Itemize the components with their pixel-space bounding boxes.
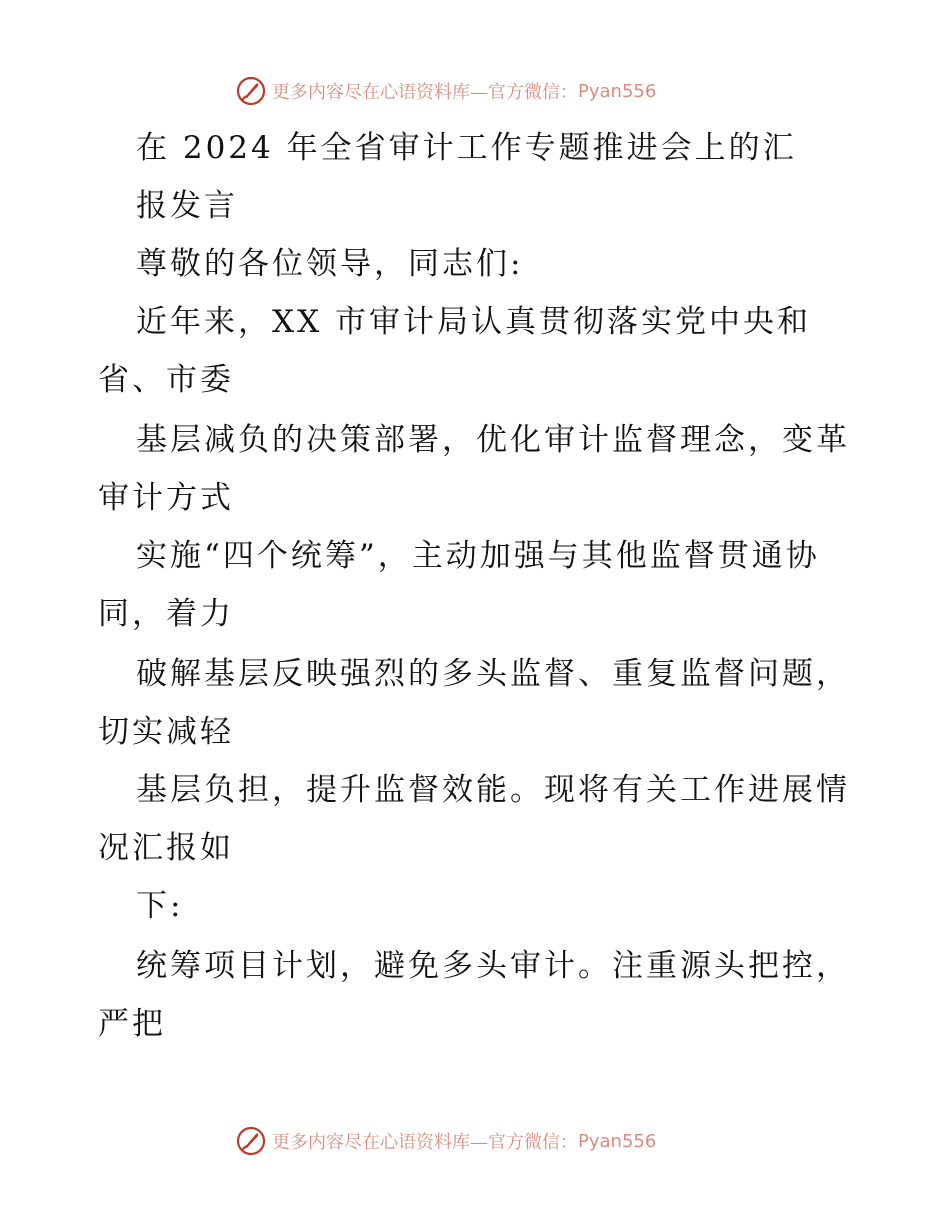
footer-watermark xyxy=(236,1124,656,1158)
feather-pen-icon xyxy=(236,1126,266,1156)
paragraph-line: 审计方式 xyxy=(98,480,234,516)
paragraph-line: 严把 xyxy=(98,1006,166,1042)
paragraph-line: 基层负担，提升监督效能。现将有关工作进展情 xyxy=(136,772,850,808)
salutation-line: 尊敬的各位领导，同志们: xyxy=(136,246,524,282)
watermark-tail-text: —官方微信： xyxy=(470,1132,578,1153)
paragraph-line: 统筹项目计划，避免多头审计。注重源头把控， xyxy=(136,948,850,984)
paragraph-line: 同，着力 xyxy=(98,596,234,632)
paragraph-line: 基层减负的决策部署，优化审计监督理念，变革 xyxy=(136,422,850,458)
paragraph-line: 实施“四个统筹”，主动加强与其他监督贯通协 xyxy=(136,538,820,574)
watermark-lead-text: 更多内容尽在心语资料库 xyxy=(272,82,470,103)
paragraph-line: 近年来，XX 市审计局认真贯彻落实党中央和 xyxy=(136,304,811,340)
paragraph-line: 破解基层反映强烈的多头监督、重复监督问题， xyxy=(136,656,850,692)
title-line-2: 报发言 xyxy=(136,188,238,224)
watermark-wechat-id: Pyan556 xyxy=(578,1130,657,1152)
watermark-wechat-id: Pyan556 xyxy=(578,80,657,102)
paragraph-line: 省、市委 xyxy=(98,362,234,398)
paragraph-line: 况汇报如 xyxy=(98,830,234,866)
watermark-lead-text: 更多内容尽在心语资料库 xyxy=(272,1132,470,1153)
watermark-tail-text: —官方微信： xyxy=(470,82,578,103)
paragraph-line: 下: xyxy=(136,888,184,924)
title-line-1: 在 2024 年全省审计工作专题推进会上的汇 xyxy=(136,130,797,166)
paragraph-line: 切实减轻 xyxy=(98,714,234,750)
